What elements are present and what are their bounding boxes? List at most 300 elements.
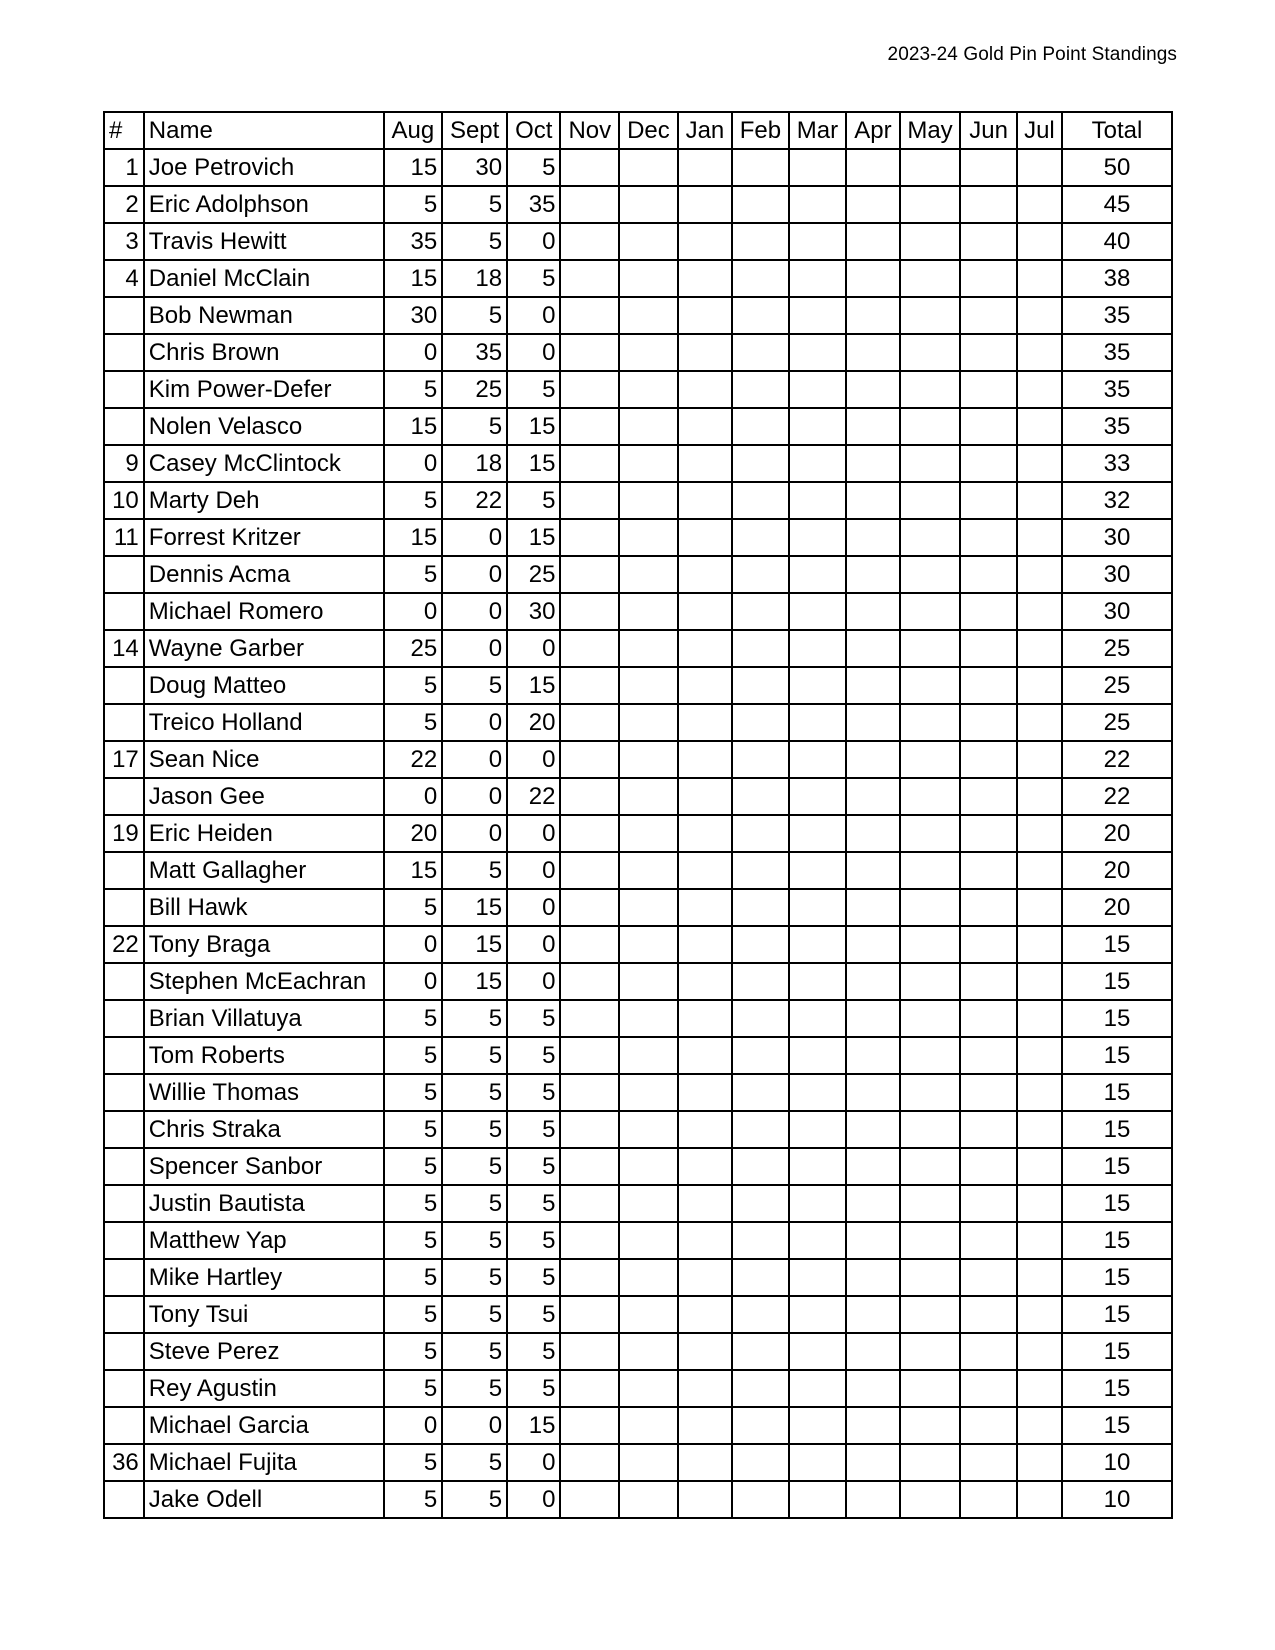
apr-points-cell	[846, 1111, 899, 1148]
table-row	[104, 1333, 1172, 1370]
player-name-cell: Michael Romero	[144, 593, 384, 630]
total-points-cell: 35	[1062, 408, 1172, 445]
total-points-cell: 50	[1062, 149, 1172, 186]
rank-cell: 9	[104, 445, 144, 482]
may-points-cell	[900, 1148, 961, 1185]
jun-points-cell	[960, 556, 1017, 593]
aug-points-cell: 15	[384, 408, 443, 445]
jan-points-cell	[678, 778, 732, 815]
nov-points-cell	[560, 889, 619, 926]
total-points-cell: 45	[1062, 186, 1172, 223]
apr-points-cell	[846, 593, 899, 630]
mar-points-cell	[789, 1000, 847, 1037]
oct-points-cell: 5	[507, 149, 560, 186]
apr-points-cell	[846, 852, 899, 889]
jul-points-cell	[1017, 334, 1062, 371]
total-points-cell: 20	[1062, 852, 1172, 889]
may-points-cell	[900, 1370, 961, 1407]
feb-points-cell	[732, 704, 789, 741]
aug-points-cell: 5	[384, 1185, 443, 1222]
nov-points-cell	[560, 667, 619, 704]
mar-points-cell	[789, 1333, 847, 1370]
apr-points-cell	[846, 1000, 899, 1037]
jan-points-cell	[678, 371, 732, 408]
oct-points-cell: 0	[507, 815, 560, 852]
may-points-cell	[900, 1074, 961, 1111]
aug-points-cell: 5	[384, 1000, 443, 1037]
aug-points-cell: 5	[384, 1333, 443, 1370]
jan-points-cell	[678, 297, 732, 334]
dec-points-cell	[619, 482, 678, 519]
nov-points-cell	[560, 371, 619, 408]
player-name-cell: Joe Petrovich	[144, 149, 384, 186]
aug-points-cell: 5	[384, 889, 443, 926]
player-name-cell: Willie Thomas	[144, 1074, 384, 1111]
apr-points-cell	[846, 1037, 899, 1074]
sept-points-cell: 15	[442, 963, 507, 1000]
jan-points-cell	[678, 149, 732, 186]
mar-points-cell	[789, 1111, 847, 1148]
rank-cell	[104, 297, 144, 334]
nov-points-cell	[560, 297, 619, 334]
column-header-sept: Sept	[442, 112, 507, 149]
aug-points-cell: 5	[384, 1259, 443, 1296]
mar-points-cell	[789, 741, 847, 778]
player-name-cell: Matthew Yap	[144, 1222, 384, 1259]
jan-points-cell	[678, 1444, 732, 1481]
dec-points-cell	[619, 1037, 678, 1074]
table-row	[104, 149, 1172, 186]
rank-cell	[104, 889, 144, 926]
aug-points-cell: 5	[384, 1037, 443, 1074]
may-points-cell	[900, 741, 961, 778]
nov-points-cell	[560, 519, 619, 556]
table-row	[104, 1370, 1172, 1407]
jul-points-cell	[1017, 667, 1062, 704]
player-name-cell: Matt Gallagher	[144, 852, 384, 889]
player-name-cell: Spencer Sanbor	[144, 1148, 384, 1185]
mar-points-cell	[789, 149, 847, 186]
feb-points-cell	[732, 1000, 789, 1037]
aug-points-cell: 35	[384, 223, 443, 260]
jun-points-cell	[960, 482, 1017, 519]
rank-cell	[104, 852, 144, 889]
oct-points-cell: 5	[507, 1296, 560, 1333]
jul-points-cell	[1017, 889, 1062, 926]
jan-points-cell	[678, 445, 732, 482]
rank-cell: 19	[104, 815, 144, 852]
player-name-cell: Eric Adolphson	[144, 186, 384, 223]
dec-points-cell	[619, 260, 678, 297]
jun-points-cell	[960, 1407, 1017, 1444]
total-points-cell: 15	[1062, 1370, 1172, 1407]
total-points-cell: 15	[1062, 1222, 1172, 1259]
jul-points-cell	[1017, 186, 1062, 223]
mar-points-cell	[789, 778, 847, 815]
total-points-cell: 20	[1062, 815, 1172, 852]
nov-points-cell	[560, 149, 619, 186]
aug-points-cell: 20	[384, 815, 443, 852]
player-name-cell: Bill Hawk	[144, 889, 384, 926]
nov-points-cell	[560, 1222, 619, 1259]
table-row	[104, 334, 1172, 371]
column-header-rank: #	[104, 112, 144, 149]
sept-points-cell: 30	[442, 149, 507, 186]
sept-points-cell: 5	[442, 408, 507, 445]
column-header-total: Total	[1062, 112, 1172, 149]
jul-points-cell	[1017, 593, 1062, 630]
may-points-cell	[900, 1444, 961, 1481]
jul-points-cell	[1017, 482, 1062, 519]
jul-points-cell	[1017, 149, 1062, 186]
jun-points-cell	[960, 260, 1017, 297]
total-points-cell: 38	[1062, 260, 1172, 297]
table-row	[104, 1074, 1172, 1111]
jul-points-cell	[1017, 1259, 1062, 1296]
jun-points-cell	[960, 1370, 1017, 1407]
rank-cell	[104, 1111, 144, 1148]
oct-points-cell: 5	[507, 1148, 560, 1185]
dec-points-cell	[619, 815, 678, 852]
jan-points-cell	[678, 889, 732, 926]
sept-points-cell: 5	[442, 1333, 507, 1370]
apr-points-cell	[846, 1148, 899, 1185]
total-points-cell: 20	[1062, 889, 1172, 926]
oct-points-cell: 30	[507, 593, 560, 630]
mar-points-cell	[789, 408, 847, 445]
may-points-cell	[900, 334, 961, 371]
dec-points-cell	[619, 223, 678, 260]
dec-points-cell	[619, 704, 678, 741]
column-header-apr: Apr	[846, 112, 899, 149]
jan-points-cell	[678, 1333, 732, 1370]
apr-points-cell	[846, 334, 899, 371]
jun-points-cell	[960, 741, 1017, 778]
player-name-cell: Justin Bautista	[144, 1185, 384, 1222]
dec-points-cell	[619, 1111, 678, 1148]
nov-points-cell	[560, 1481, 619, 1518]
oct-points-cell: 0	[507, 741, 560, 778]
table-row	[104, 482, 1172, 519]
feb-points-cell	[732, 1037, 789, 1074]
rank-cell	[104, 593, 144, 630]
oct-points-cell: 15	[507, 667, 560, 704]
sept-points-cell: 5	[442, 1000, 507, 1037]
rank-cell	[104, 556, 144, 593]
jan-points-cell	[678, 1259, 732, 1296]
rank-cell	[104, 1037, 144, 1074]
player-name-cell: Michael Fujita	[144, 1444, 384, 1481]
jun-points-cell	[960, 1037, 1017, 1074]
feb-points-cell	[732, 445, 789, 482]
rank-cell	[104, 1185, 144, 1222]
table-row	[104, 889, 1172, 926]
may-points-cell	[900, 630, 961, 667]
apr-points-cell	[846, 1407, 899, 1444]
jul-points-cell	[1017, 1222, 1062, 1259]
table-row	[104, 1037, 1172, 1074]
feb-points-cell	[732, 186, 789, 223]
nov-points-cell	[560, 963, 619, 1000]
mar-points-cell	[789, 852, 847, 889]
table-row	[104, 1148, 1172, 1185]
jan-points-cell	[678, 223, 732, 260]
feb-points-cell	[732, 482, 789, 519]
table-row	[104, 593, 1172, 630]
jun-points-cell	[960, 630, 1017, 667]
mar-points-cell	[789, 593, 847, 630]
table-row	[104, 815, 1172, 852]
table-row	[104, 1185, 1172, 1222]
jul-points-cell	[1017, 1407, 1062, 1444]
jun-points-cell	[960, 889, 1017, 926]
player-name-cell: Nolen Velasco	[144, 408, 384, 445]
dec-points-cell	[619, 334, 678, 371]
jan-points-cell	[678, 704, 732, 741]
jun-points-cell	[960, 149, 1017, 186]
apr-points-cell	[846, 815, 899, 852]
table-row	[104, 1111, 1172, 1148]
dec-points-cell	[619, 1407, 678, 1444]
may-points-cell	[900, 260, 961, 297]
oct-points-cell: 5	[507, 260, 560, 297]
table-row	[104, 778, 1172, 815]
oct-points-cell: 0	[507, 963, 560, 1000]
nov-points-cell	[560, 815, 619, 852]
may-points-cell	[900, 223, 961, 260]
oct-points-cell: 15	[507, 445, 560, 482]
table-row	[104, 1259, 1172, 1296]
jul-points-cell	[1017, 778, 1062, 815]
sept-points-cell: 0	[442, 593, 507, 630]
jun-points-cell	[960, 1222, 1017, 1259]
total-points-cell: 15	[1062, 1074, 1172, 1111]
may-points-cell	[900, 926, 961, 963]
aug-points-cell: 0	[384, 1407, 443, 1444]
jan-points-cell	[678, 667, 732, 704]
may-points-cell	[900, 482, 961, 519]
jan-points-cell	[678, 1407, 732, 1444]
nov-points-cell	[560, 1148, 619, 1185]
rank-cell	[104, 1000, 144, 1037]
sept-points-cell: 0	[442, 704, 507, 741]
aug-points-cell: 5	[384, 1111, 443, 1148]
feb-points-cell	[732, 371, 789, 408]
table-row	[104, 1407, 1172, 1444]
rank-cell	[104, 408, 144, 445]
apr-points-cell	[846, 889, 899, 926]
may-points-cell	[900, 704, 961, 741]
jan-points-cell	[678, 963, 732, 1000]
may-points-cell	[900, 186, 961, 223]
oct-points-cell: 5	[507, 1333, 560, 1370]
column-header-oct: Oct	[507, 112, 560, 149]
total-points-cell: 30	[1062, 556, 1172, 593]
jun-points-cell	[960, 1148, 1017, 1185]
dec-points-cell	[619, 667, 678, 704]
oct-points-cell: 35	[507, 186, 560, 223]
dec-points-cell	[619, 852, 678, 889]
player-name-cell: Wayne Garber	[144, 630, 384, 667]
total-points-cell: 22	[1062, 741, 1172, 778]
jul-points-cell	[1017, 852, 1062, 889]
feb-points-cell	[732, 260, 789, 297]
aug-points-cell: 0	[384, 334, 443, 371]
apr-points-cell	[846, 1185, 899, 1222]
oct-points-cell: 5	[507, 1074, 560, 1111]
feb-points-cell	[732, 741, 789, 778]
player-name-cell: Tony Braga	[144, 926, 384, 963]
feb-points-cell	[732, 889, 789, 926]
rank-cell	[104, 1370, 144, 1407]
sept-points-cell: 5	[442, 852, 507, 889]
jan-points-cell	[678, 1074, 732, 1111]
oct-points-cell: 0	[507, 334, 560, 371]
table-row	[104, 1481, 1172, 1518]
sept-points-cell: 15	[442, 926, 507, 963]
may-points-cell	[900, 445, 961, 482]
dec-points-cell	[619, 1259, 678, 1296]
apr-points-cell	[846, 260, 899, 297]
may-points-cell	[900, 852, 961, 889]
nov-points-cell	[560, 1111, 619, 1148]
dec-points-cell	[619, 149, 678, 186]
table-row	[104, 1000, 1172, 1037]
feb-points-cell	[732, 926, 789, 963]
dec-points-cell	[619, 519, 678, 556]
standings-table	[103, 111, 1173, 1519]
dec-points-cell	[619, 1296, 678, 1333]
jun-points-cell	[960, 186, 1017, 223]
jul-points-cell	[1017, 297, 1062, 334]
apr-points-cell	[846, 926, 899, 963]
dec-points-cell	[619, 297, 678, 334]
aug-points-cell: 5	[384, 1074, 443, 1111]
table-row	[104, 963, 1172, 1000]
jun-points-cell	[960, 297, 1017, 334]
jul-points-cell	[1017, 815, 1062, 852]
column-header-mar: Mar	[789, 112, 847, 149]
rank-cell: 10	[104, 482, 144, 519]
player-name-cell: Tony Tsui	[144, 1296, 384, 1333]
jun-points-cell	[960, 1185, 1017, 1222]
total-points-cell: 40	[1062, 223, 1172, 260]
jan-points-cell	[678, 815, 732, 852]
jan-points-cell	[678, 741, 732, 778]
mar-points-cell	[789, 1185, 847, 1222]
player-name-cell: Michael Garcia	[144, 1407, 384, 1444]
jan-points-cell	[678, 1000, 732, 1037]
sept-points-cell: 0	[442, 778, 507, 815]
sept-points-cell: 5	[442, 1481, 507, 1518]
apr-points-cell	[846, 556, 899, 593]
nov-points-cell	[560, 1370, 619, 1407]
feb-points-cell	[732, 334, 789, 371]
jun-points-cell	[960, 704, 1017, 741]
player-name-cell: Casey McClintock	[144, 445, 384, 482]
oct-points-cell: 25	[507, 556, 560, 593]
nov-points-cell	[560, 1037, 619, 1074]
jan-points-cell	[678, 1222, 732, 1259]
total-points-cell: 10	[1062, 1481, 1172, 1518]
feb-points-cell	[732, 149, 789, 186]
rank-cell	[104, 704, 144, 741]
sept-points-cell: 5	[442, 1074, 507, 1111]
aug-points-cell: 5	[384, 1370, 443, 1407]
feb-points-cell	[732, 1370, 789, 1407]
player-name-cell: Dennis Acma	[144, 556, 384, 593]
apr-points-cell	[846, 186, 899, 223]
jun-points-cell	[960, 963, 1017, 1000]
player-name-cell: Treico Holland	[144, 704, 384, 741]
total-points-cell: 15	[1062, 1259, 1172, 1296]
total-points-cell: 22	[1062, 778, 1172, 815]
jan-points-cell	[678, 1185, 732, 1222]
jan-points-cell	[678, 852, 732, 889]
total-points-cell: 35	[1062, 334, 1172, 371]
dec-points-cell	[619, 1000, 678, 1037]
may-points-cell	[900, 889, 961, 926]
nov-points-cell	[560, 1333, 619, 1370]
sept-points-cell: 22	[442, 482, 507, 519]
jul-points-cell	[1017, 1000, 1062, 1037]
oct-points-cell: 5	[507, 1111, 560, 1148]
player-name-cell: Rey Agustin	[144, 1370, 384, 1407]
may-points-cell	[900, 1222, 961, 1259]
rank-cell: 1	[104, 149, 144, 186]
sept-points-cell: 5	[442, 1296, 507, 1333]
sept-points-cell: 35	[442, 334, 507, 371]
rank-cell	[104, 1333, 144, 1370]
page-title: 2023-24 Gold Pin Point Standings	[887, 44, 1177, 65]
rank-cell	[104, 1407, 144, 1444]
column-header-dec: Dec	[619, 112, 678, 149]
column-header-name: Name	[144, 112, 384, 149]
mar-points-cell	[789, 1296, 847, 1333]
total-points-cell: 25	[1062, 630, 1172, 667]
apr-points-cell	[846, 704, 899, 741]
oct-points-cell: 0	[507, 630, 560, 667]
table-row	[104, 704, 1172, 741]
nov-points-cell	[560, 408, 619, 445]
aug-points-cell: 15	[384, 149, 443, 186]
aug-points-cell: 5	[384, 704, 443, 741]
table-row	[104, 445, 1172, 482]
jan-points-cell	[678, 1037, 732, 1074]
aug-points-cell: 15	[384, 852, 443, 889]
rank-cell	[104, 778, 144, 815]
mar-points-cell	[789, 1407, 847, 1444]
total-points-cell: 15	[1062, 1333, 1172, 1370]
rank-cell: 3	[104, 223, 144, 260]
jan-points-cell	[678, 519, 732, 556]
sept-points-cell: 0	[442, 556, 507, 593]
table-row	[104, 186, 1172, 223]
jan-points-cell	[678, 408, 732, 445]
may-points-cell	[900, 297, 961, 334]
jul-points-cell	[1017, 704, 1062, 741]
apr-points-cell	[846, 149, 899, 186]
apr-points-cell	[846, 741, 899, 778]
aug-points-cell: 5	[384, 1148, 443, 1185]
jan-points-cell	[678, 1111, 732, 1148]
sept-points-cell: 18	[442, 445, 507, 482]
dec-points-cell	[619, 926, 678, 963]
jun-points-cell	[960, 371, 1017, 408]
jan-points-cell	[678, 186, 732, 223]
jun-points-cell	[960, 852, 1017, 889]
jul-points-cell	[1017, 519, 1062, 556]
